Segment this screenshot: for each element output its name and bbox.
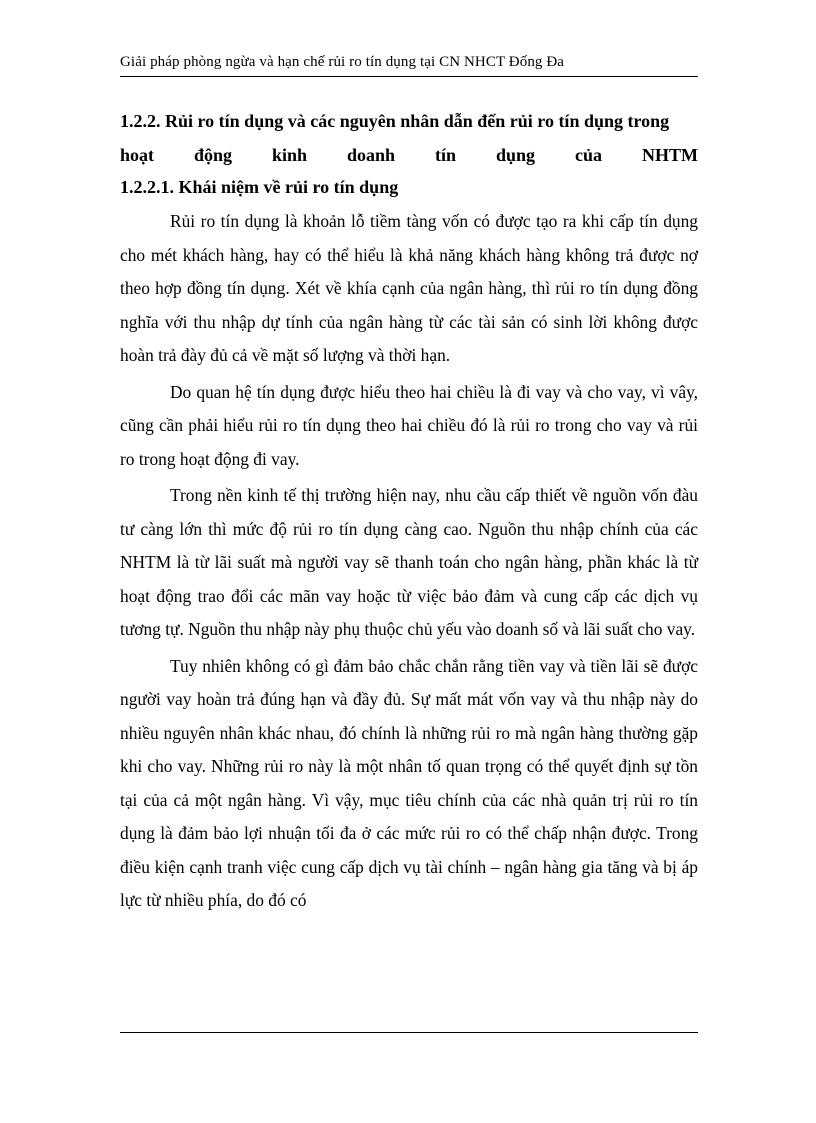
section-heading-line-1: 1.2.2. Rủi ro tín dụng và các nguyên nhân dẫn đến rủi ro tín dụng trong xyxy=(120,111,670,131)
paragraph: Tuy nhiên không có gì đảm bảo chắc chắn rằng tiền vay và tiền lãi sẽ được người vay hoàn trả đúng hạn và đầy đủ. Sự mất mát vốn vay và thu nhập này do nhiều nguyên nhân khác nhau, đó chính là những rủi ro mà ngân hàng thường gặp khi cho vay. Những rủi ro này là một nhân tố quan trọng có thể quyết định sự tồn tại của cả một ngân hàng. Vì vậy, mục tiêu chính của các nhà quản trị rủi ro tín dụng là đảm bảo lợi nhuận tối đa ở các mức rủi ro có thể chấp nhận được. Trong điều kiện cạnh tranh việc cung cấp dịch vụ tài chính – ngân hàng gia tăng và bị áp lực từ nhiều phía, do đó có xyxy=(120,655,698,910)
running-header: Giải pháp phòng ngừa và hạn chế rủi ro tín dụng tại CN NHCT Đống Đa xyxy=(120,54,565,70)
heading-word: dụng xyxy=(496,145,536,165)
heading-word: của xyxy=(575,145,603,165)
paragraph: Do quan hệ tín dụng được hiểu theo hai chiều là đi vay và cho vay, vì vây, cũng cần phải hiểu rủi ro tín dụng theo hai chiều đó là rủi ro trong cho vay và rủi ro trong hoạt động đi vay. xyxy=(120,381,698,469)
heading-word: NHTM xyxy=(641,145,698,165)
heading-word: doanh xyxy=(347,145,396,165)
footer-divider xyxy=(120,1032,698,1033)
section-heading xyxy=(120,104,698,172)
body-text xyxy=(120,205,698,918)
heading-word: hoạt xyxy=(120,145,155,165)
paragraph: Rủi ro tín dụng là khoản lỗ tiềm tàng vốn có được tạo ra khi cấp tín dụng cho mét khách hàng, hay có thể hiểu là khả năng khách hàng không trả được nợ theo hợp đồng tín dụng. Xét về khía cạnh của ngân hàng, thì rủi ro tín dụng đồng nghĩa với thu nhập dự tính của ngân hàng từ các tài sản có sinh lời không được hoàn trả đày đủ cả về mặt số lượng và thời hạn. xyxy=(120,211,698,365)
paragraph: Trong nền kinh tế thị trường hiện nay, nhu cầu cấp thiết về nguồn vốn đàu tư càng lớn thì mức độ rủi ro tín dụng càng cao. Nguồn thu nhập chính của các NHTM là từ lãi suất mà người vay sẽ thanh toán cho ngân hàng, phần khác là từ hoạt động trao đổi các mãn vay hoặc từ việc bảo đảm và cung cấp các dịch vụ tương tự. Nguồn thu nhập này phụ thuộc chủ yếu vào doanh số và lãi suất cho vay. xyxy=(120,485,698,639)
heading-word: kinh xyxy=(271,145,308,165)
section-heading-line-2 xyxy=(120,138,698,172)
subsection-heading: 1.2.2.1. Khái niệm về rủi ro tín dụng xyxy=(120,177,399,197)
heading-word: động xyxy=(193,145,233,165)
header-divider xyxy=(120,76,698,77)
heading-word: tín xyxy=(435,145,457,165)
